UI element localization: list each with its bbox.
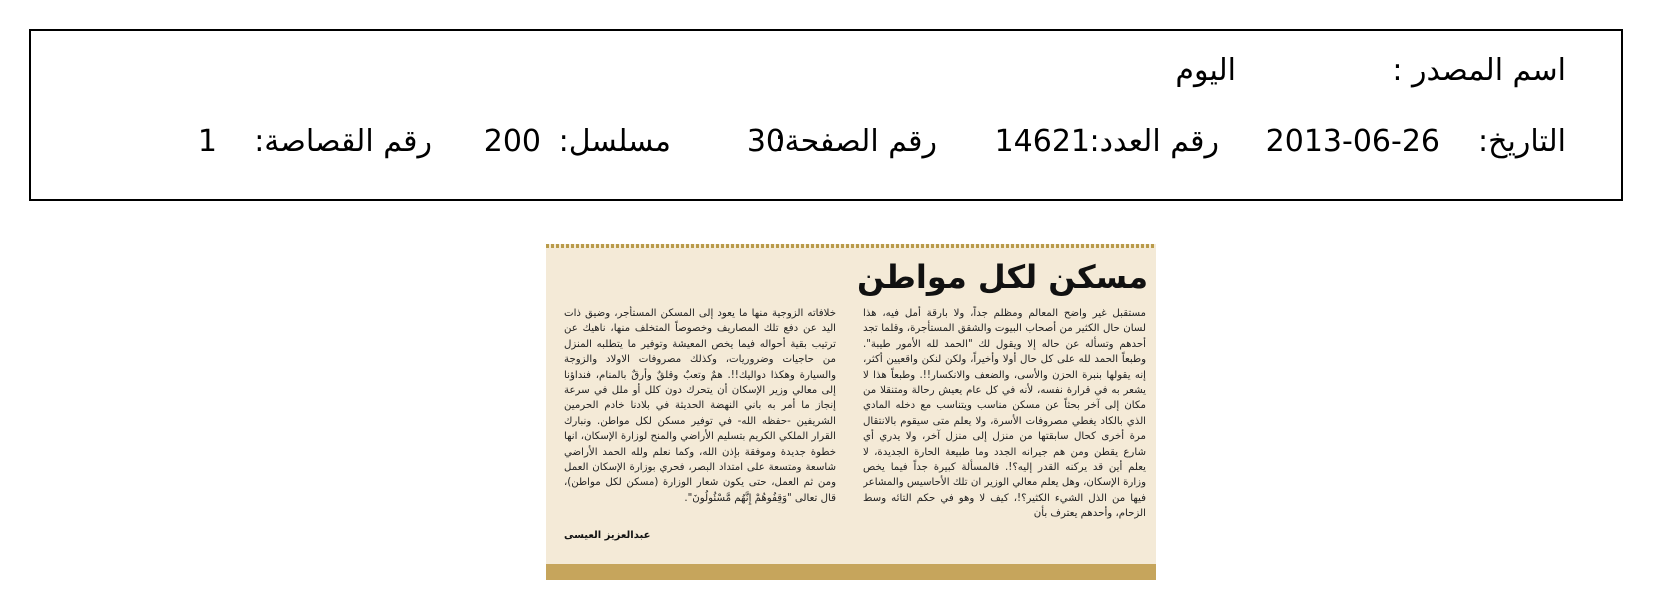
- article-column-right: مستقبل غير واضح المعالم ومظلم جداً، ولا بارقة أمل فيه، هذا لسان حال الكثير من أصحاب البيوت والشقق المستأجرة، وقلما تجد أحدهم وتسأله عن حاله إلا ويقول لك "الحمد لله الأمور طيبة". وطبعاً الحمد لله على كل حال أولا وأخيراً، ولكن لنكن واقعيين أكثر، إنه يقولها بنبرة الحزن والأسى، والضعف والانكسار!!. وطبعاً هذا لا يشعر به في قرارة نفسه، لأنه في كل عام يعيش رحالة ومتنقلا من مكان إلى آخر بحثاً عن مسكن مناسب ويتناسب مع دخله المادي الذي بالكاد يغطي مصروفات الأسرة، ولا يعلم متى سيقوم بالانتقال مرة أخرى كحال سابقتها من منزل إلى منزل آخر، ولا يدري أي شارع يقطن ومن هم جيرانه الجدد وما طبيعة الحارة الجديدة، لا يعلم أين قد يركنه القدر إليه؟!. فالمسألة كبيرة جداً فيما يخص وزارة الإسكان، وهل يعلم معالي الوزير ان تلك الأحاسيس والمشاعر فيها من الذل الشيء الكثير؟!، كيف لا وهو في حكم التائه وسط الزحام، وأحدهم يعترف بأن: [863, 308, 1146, 520]
- date-label: التاريخ:: [1478, 124, 1566, 159]
- newspaper-clipping: [546, 244, 1156, 580]
- issue-value: 14621: [994, 124, 1090, 159]
- clip-number-value: 1: [197, 124, 217, 159]
- article-author: عبدالعزيز العيسى: [564, 530, 651, 541]
- serial-label: مسلسل:: [558, 124, 671, 159]
- date-value: 2013-06-26: [1265, 124, 1440, 159]
- issue-label: رقم العدد:: [1089, 124, 1219, 159]
- page-label: رقم الصفحة:: [774, 124, 937, 159]
- page-value: 30: [746, 124, 785, 159]
- clipping-top-rule: [546, 244, 1156, 248]
- source-label: اسم المصدر :: [1392, 53, 1566, 88]
- clip-number-label: رقم القصاصة:: [254, 124, 432, 159]
- source-value: اليوم: [1175, 53, 1236, 88]
- article-title: مسكن لكل مواطن: [856, 258, 1148, 296]
- article-column-left: خلافاته الزوجية منها ما يعود إلى المسكن المستأجر، وضيق ذات اليد عن دفع تلك المصاريف وخصوصاً المتخلف منها، ناهيك عن ترتيب بقية أحواله فيما يخص المعيشة وتوفير ما يتطلبه المنزل من حاجيات وضروريات، وكذلك مصروفات الاولاد والزوجة والسيارة وهكذا دواليك!!. همٌ وتعبٌ وقلقٌ وأرقٌ بالمنام، فنداؤنا إلى معالي وزير الإسكان أن يتحرك دون كلل أو ملل في سرعة إنجاز ما أمر به باني النهضة الحديثة في بلادنا خادم الحرمين الشريفين -حفظه الله- في توفير مسكن لكل مواطن. ونبارك القرار الملكي الكريم بتسليم الأراضي والمنح لوزارة الإسكان، انها خطوة جديدة وموفقة بإذن الله، وكما نعلم ولله الحمد الأراضي شاسعة ومتسعة على امتداد البصر، فحري بوزارة الإسكان العمل ومن ثم العمل، حتى يكون شعار الوزارة (مسكن لكل مواطن)، قال تعالى "وَقِفُوهُمْ إِنَّهُم مَّسْئُولُونَ".: [564, 308, 836, 504]
- header-box: [29, 29, 1623, 201]
- clipping-bottom-band: [546, 564, 1156, 580]
- serial-value: 200: [483, 124, 541, 159]
